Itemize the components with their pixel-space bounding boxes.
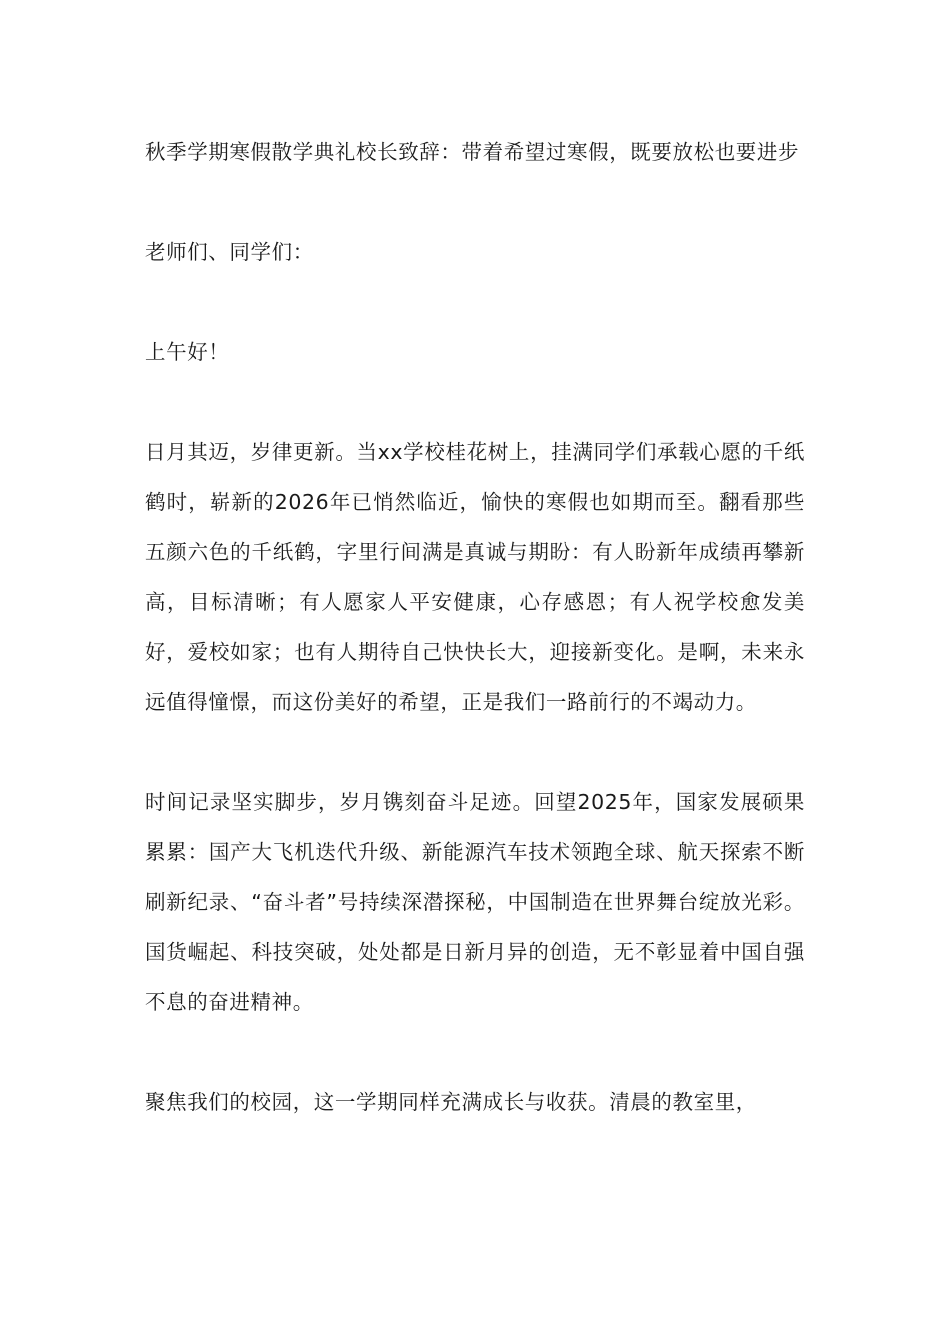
document-body	[145, 127, 805, 1177]
paragraph: 日月其迈，岁律更新。当xx学校桂花树上，挂满同学们承载心愿的千纸鹤时，崭新的2026年已悄然临近，愉快的寒假也如期而至。翻看那些五颜六色的千纸鹤，字里行间满是真诚与期盼：有人盼新年成绩再攀新高，目标清晰；有人愿家人平安健康，心存感恩；有人祝学校愈发美好，爱校如家；也有人期待自己快快长大，迎接新变化。是啊，未来永远值得憧憬，而这份美好的希望，正是我们一路前行的不竭动力。	[145, 440, 805, 714]
paragraph: 时间记录坚实脚步，岁月镌刻奋斗足迹。回望2025年，国家发展硕果累累：国产大飞机迭代升级、新能源汽车技术领跑全球、航天探索不断刷新纪录、“奋斗者”号持续深潜探秘，中国制造在世界舞台绽放光彩。国货崛起、科技突破，处处都是日新月异的创造，无不彰显着中国自强不息的奋进精神。	[145, 790, 805, 1014]
document-title: 秋季学期寒假散学典礼校长致辞：带着希望过寒假，既要放松也要进步	[145, 140, 800, 164]
salutation: 老师们、同学们：	[145, 240, 314, 264]
greeting: 上午好！	[145, 340, 230, 364]
paragraph: 聚焦我们的校园，这一学期同样充满成长与收获。清晨的教室里，	[145, 1090, 757, 1114]
